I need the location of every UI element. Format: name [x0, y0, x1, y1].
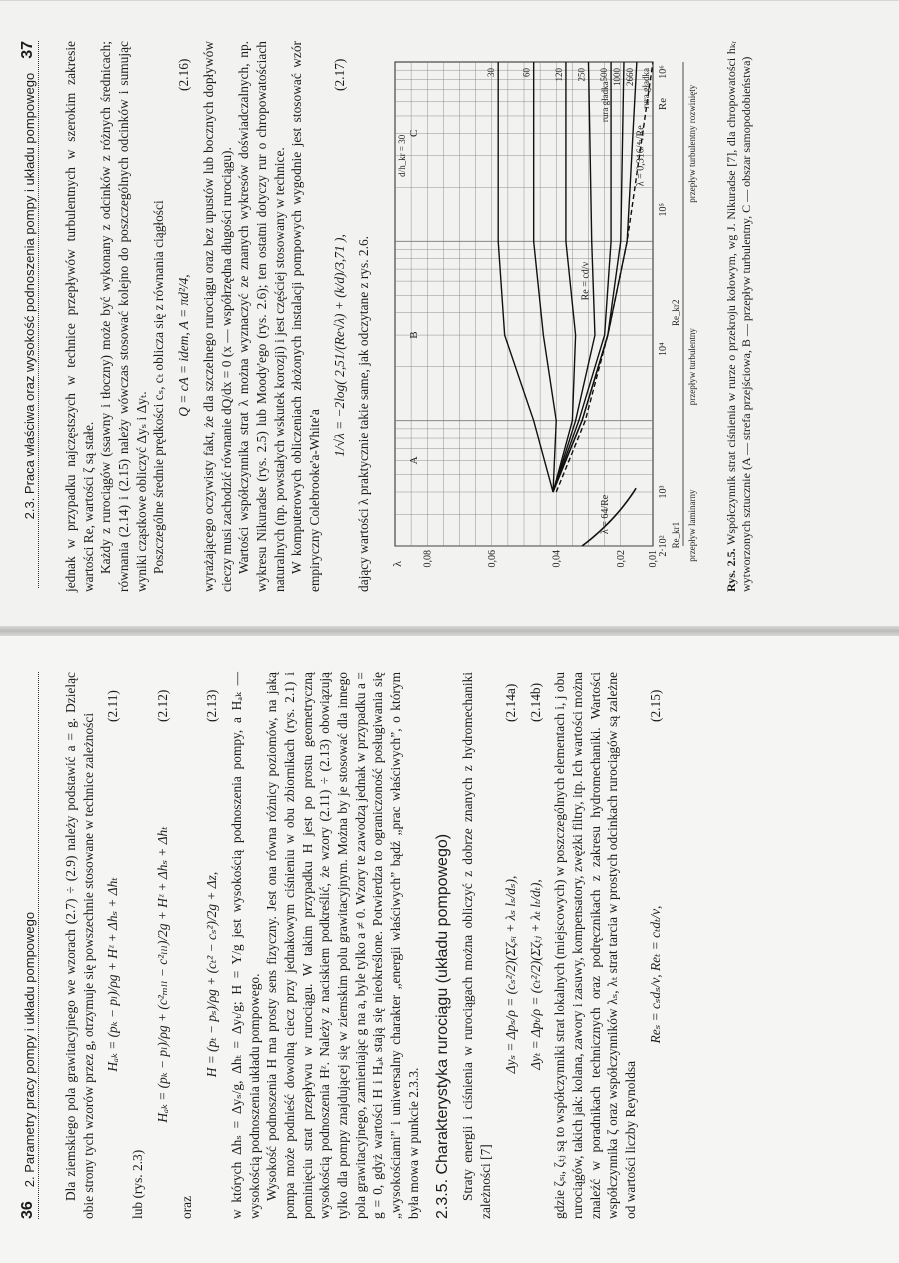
equation-body: Q = cA = idem, A = πd²/4,: [176, 274, 192, 417]
book-gutter-shadow: [0, 626, 899, 636]
running-title: 2.3. Praca właściwa oraz wysokość podnoszenia pompy i układu pompowego: [21, 72, 37, 520]
paragraph: w których Δhₛ = Δyₛ/g, Δhₜ = Δyₜ/g; H = Y/g jest wysokością podnoszenia pompy, a Hₐₖ — wysokością podnoszenia układu pompowego.: [228, 672, 262, 1219]
y-tick-label: 0,06: [486, 550, 498, 568]
equation-body: 1/√λ = −2log( 2,51/(Re√λ) + (k/d)/3,71 ),: [331, 234, 347, 457]
regime-label: przepływ turbulentny rozwinięty: [687, 84, 697, 203]
x-tick-label: 10⁵: [658, 202, 669, 217]
page-header-left: [14, 672, 39, 1219]
annotation: λ = 0,316/⁴√Re: [635, 125, 647, 187]
equation-2-14a: [502, 672, 520, 1219]
regime-label: przepływ turbulentny: [687, 328, 697, 406]
equation-label: (2.14b): [527, 682, 543, 722]
text-line: lub (rys. 2.3): [130, 1149, 146, 1219]
regime-label: przepływ laminarny: [687, 489, 697, 562]
paragraph: wyrażającego oczywisty fakt, że dla szczelnego rurociągu oraz bez upustów lub bocznych dopływów cieczy musi zachodzić równanie dQ/dx = 0 (x — współrzędna długości rurociągu).: [200, 41, 234, 592]
page-36: [0, 632, 899, 1263]
equation-body: Δyₜ = Δpₜ/ρ = (cₜ²/2)(Σζₜⱼ + λₜ lₜ/dₜ),: [527, 879, 543, 1070]
annotation: d/h_kr = 30: [397, 134, 407, 177]
paragraph: Wartości współczynnika strat λ można wyznaczyć ze znanych wykresów doświadczalnych, np. wykresu Nikuradse (rys. 2.5) lub Moody'ego (rys. 2.6); ten ostatni dotyczy rur o chropowatościach naturalnych (np. powstałych wskutek korozji) i jest częściej stosowany w technice.: [236, 41, 287, 592]
equation-body: Hₐₖ = (pₖ − pₗ)/ρg + (c²ₘₗₗ − c²ₗₗₗ)/2g + Hᶻ + Δhₛ + Δhₜ: [154, 826, 170, 1123]
paragraph: Straty energii i ciśnienia w rurociągach można obliczyć z dobrze znanych z hydromechaniki zależności [7]: [460, 672, 494, 1219]
section-heading: 2.3.5. Charakterystyka rurociągu (układu pompowego): [434, 833, 452, 1219]
annotation: Re = cd/ν: [580, 261, 592, 301]
paragraph: Wysokość podnoszenia H ma prosty sens fizyczny. Jest ona równa różnicy poziomów, na jaką pompa może podnieść dowolną ciecz przy jednakowym ciśnieniu w obu zbiornikach (rys. 2.1) i pominięciu strat przepływu w rurociągu. W takim przypadku H jest po prostu geometryczną wysokością podnoszenia Hᶻ. Należy z naciskiem podkreślić, że wzory (2.11) ÷ (2.13) obowiązują tylko dla pompy znajdującej się w ziemskim polu grawitacyjnym. Można by je stosować dla innego pola grawitacyjnego, zamieniając g na a, byle tylko a ≠ 0. Wzory te zawodzą jednak w przypadku a = g = 0, gdyż wartości H i Hₐₖ stają się nieokreślone. Potwierdza to ograniczoność posługiwania się „wysokościami” i uniwersalny charakter „energii właściwych” bądź „prac właściwych”, o którym była mowa w punkcie 2.3.3.: [264, 672, 421, 1219]
equation-label: (2.14a): [502, 683, 518, 722]
x-tick-label: 2·10²: [658, 535, 669, 557]
caption-number: Rys. 2.5.: [723, 548, 738, 592]
equation-2-11: [104, 672, 122, 1219]
series-line: [534, 62, 557, 492]
page-37: [0, 1, 899, 632]
equation-label: (2.17): [331, 58, 347, 91]
equation-label: (2.11): [105, 690, 121, 722]
equation-2-12: [154, 672, 172, 1219]
page-number: 37: [18, 41, 36, 59]
equation-body: Hₐₖ = (pₖ − pₗ)/ρg + Hᶻ + Δhₛ + Δhₜ: [105, 877, 121, 1072]
equation-2-14b: [527, 672, 545, 1219]
region-label: B: [408, 331, 420, 339]
series-label: rura gładka: [641, 68, 651, 109]
figure-2-5: [381, 41, 716, 592]
paragraph: Każdy z rurociągów (ssawny i tłoczny) może być wykonany z odcinków z różnych średnicach; równania (2.14) i (2.15) należy wówczas stosować kolejno do poszczególnych odcinków i sumując wyniki cząstkowe obliczyć Δyₛ i Δyₜ.: [98, 41, 149, 592]
series-label: 1000: [611, 68, 622, 86]
annotation: rura gładka: [599, 81, 610, 123]
figure-caption: [724, 41, 755, 592]
page-number: 36: [18, 1201, 36, 1219]
y-tick-label: 0,04: [551, 550, 563, 568]
equation-body: Reₛ = cₛdₛ/ν, Reₜ = cₜdₜ/ν,: [647, 905, 663, 1044]
series-label: 250: [576, 68, 587, 82]
equation-body: Δyₛ = Δpₛ/ρ = (cₛ²/2)(Σζₛᵢ + λₛ lₛ/dₛ),: [502, 875, 518, 1074]
y-tick-label: 0,01: [648, 550, 659, 568]
equation-2-15: [647, 672, 665, 1219]
series-line: [498, 62, 553, 492]
paragraph: dający wartości λ praktycznie takie same, jak odczytane z rys. 2.6.: [356, 236, 372, 592]
x-axis-label: Re: [657, 97, 669, 111]
paragraph: Poszczególne średnie prędkości cₛ, cₜ oblicza się z równania ciągłości: [151, 200, 167, 574]
region-label: A: [408, 456, 420, 465]
re-mark: Re_kr1: [671, 521, 681, 549]
paragraph: gdzie ζₛᵢ, ζₜⱼ są to współczynniki strat lokalnych (miejscowych) w poszczególnych elementach i, j obu rurociągów, takich jak: kolana, zawory i zasuwy, kompensatory, zwężki filtry, itp. Ich wartości można znaleźć w poradnikach technicznych oraz podręcznikach z zakresu hydromechaniki. Wartości współczynnika ζ oraz współczynników λₛ, λₜ strat tarcia w prostych odcinkach rurociągów są zależne od wartości liczby Reynoldsa: [552, 672, 638, 1219]
paragraph: jednak w przypadku najczęstszych w technice przepływów turbulentnych w szerokim zakresie wartości Re, wartości ζ są stałe.: [63, 41, 96, 592]
paragraph: Dla ziemskiego pola grawitacyjnego we wzorach (2.7) ÷ (2.9) należy podstawić a = g. Dzieląc obie strony tych wzorów przez g, otrzymuje się powszechnie stosowane w technice zależności: [63, 672, 96, 1219]
y-tick-label: 0,02: [615, 550, 627, 568]
equation-2-13: [203, 672, 221, 1219]
x-tick-label: 10⁴: [658, 342, 669, 357]
equation-label: (2.15): [647, 689, 663, 722]
page-header-right: [14, 41, 39, 588]
series-label: 30: [486, 68, 497, 77]
equation-body: H = (pₜ − pₛ)/ρg + (cₜ² − cₛ²)/2g + Δz,: [204, 871, 220, 1078]
x-tick-label: 10⁶: [658, 65, 669, 79]
running-title: 2. Parametry pracy pompy i układu pompowego: [21, 911, 37, 1188]
nikuradse-chart: [381, 41, 711, 592]
series-label: 2660: [624, 68, 635, 86]
equation-label: (2.16): [176, 58, 192, 91]
region-label: C: [408, 129, 420, 138]
equation-2-16: [175, 41, 193, 592]
equation-label: (2.12): [154, 689, 170, 722]
annotation: λ = 64/Re: [599, 494, 611, 535]
y-tick-label: 0,08: [422, 550, 434, 568]
series-label: 60: [521, 68, 532, 77]
series-label: 120: [553, 68, 564, 82]
x-tick-label: 10³: [658, 485, 669, 499]
caption-text: Współczynnik strat ciśnienia w rurze o przekroju kołowym, wg J. Nikuradse [7], dla chropowatości hₖᵣ wytworzonych sztucznie (A — strefa przejściowa, B — przepływ turbulentny, C — obszar samopodobieństwa): [723, 41, 754, 592]
series-label: 500: [599, 68, 610, 82]
re-mark: Re_kr2: [671, 299, 681, 326]
equation-2-17: [331, 41, 349, 592]
paragraph: W komputerowych obliczeniach złożonych instalacji pompowych wygodnie jest stosować wzór empiryczny Colebrooke'a-White'a: [289, 41, 322, 592]
equation-label: (2.13): [204, 689, 220, 722]
y-axis-label: λ: [390, 561, 404, 567]
text-line: oraz: [179, 1195, 195, 1219]
